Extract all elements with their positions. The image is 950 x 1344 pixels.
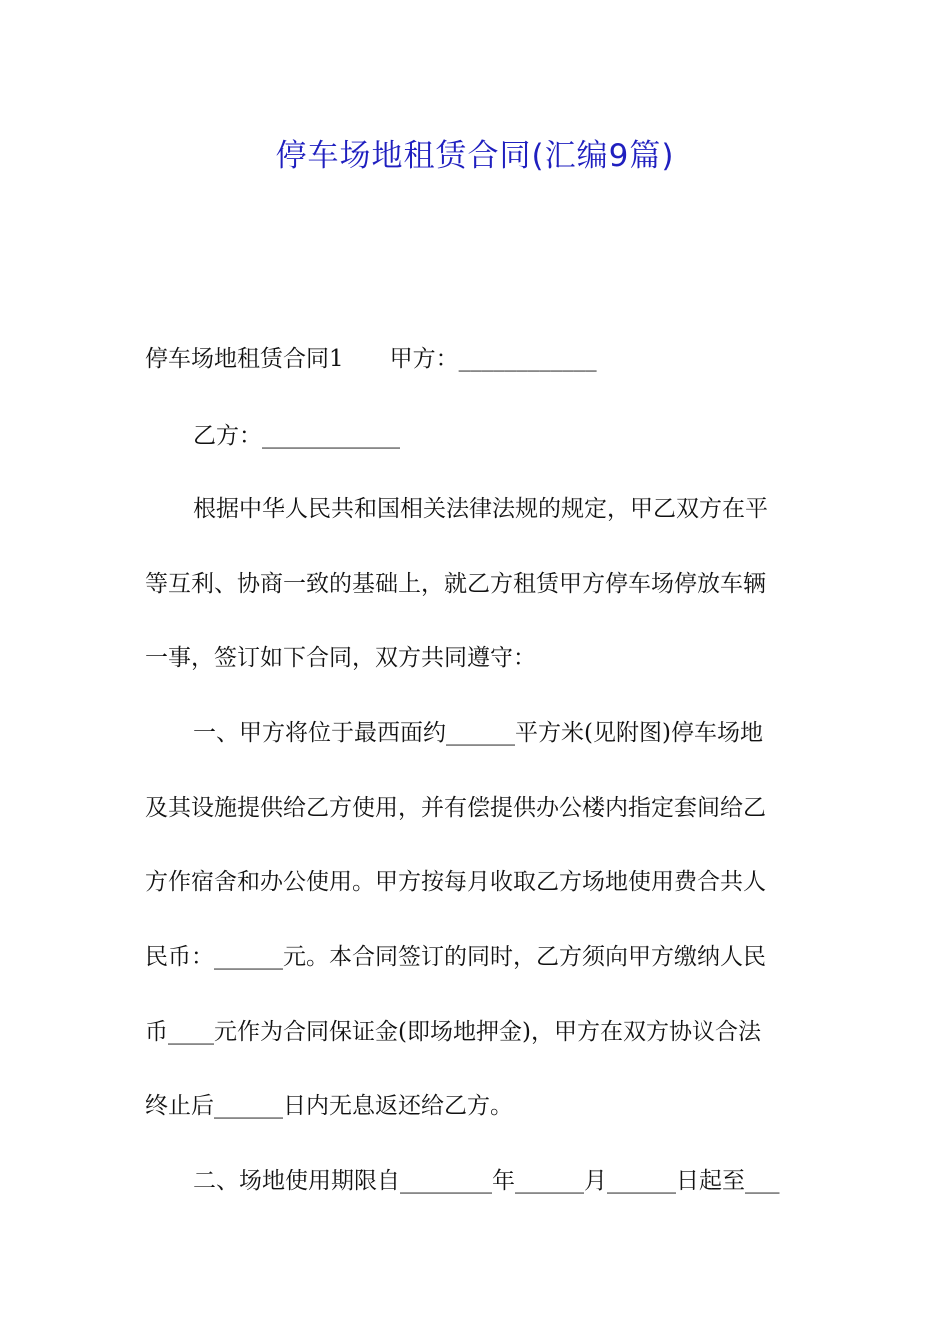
paragraph-line: 终止后______日内无息返还给乙方。: [145, 1093, 513, 1119]
document-title: 停车场地租赁合同(汇编9篇): [275, 138, 675, 174]
paragraph-line: 等互利、协商一致的基础上，就乙方租赁甲方停车场停放车辆: [145, 571, 766, 597]
paragraph-line: 一事，签订如下合同，双方共同遵守：: [145, 645, 536, 671]
party-b-line: 乙方：____________: [193, 423, 400, 449]
paragraph-line: 币____元作为合同保证金(即场地押金)，甲方在双方协议合法: [145, 1019, 761, 1045]
paragraph-line: 及其设施提供给乙方使用，并有偿提供办公楼内指定套间给乙: [145, 795, 766, 821]
paragraph-line: 二、场地使用期限自________年______月______日起至___: [193, 1168, 780, 1194]
contract-heading-line: 停车场地租赁合同1 甲方：____________: [145, 346, 597, 372]
paragraph-line: 民币：______元。本合同签订的同时，乙方须向甲方缴纳人民: [145, 944, 766, 970]
paragraph-line: 方作宿舍和办公使用。甲方按每月收取乙方场地使用费合共人: [145, 869, 766, 895]
paragraph-line: 一、甲方将位于最西面约______平方米(见附图)停车场地: [193, 720, 763, 746]
paragraph-line: 根据中华人民共和国相关法律法规的规定，甲乙双方在平: [193, 496, 768, 522]
